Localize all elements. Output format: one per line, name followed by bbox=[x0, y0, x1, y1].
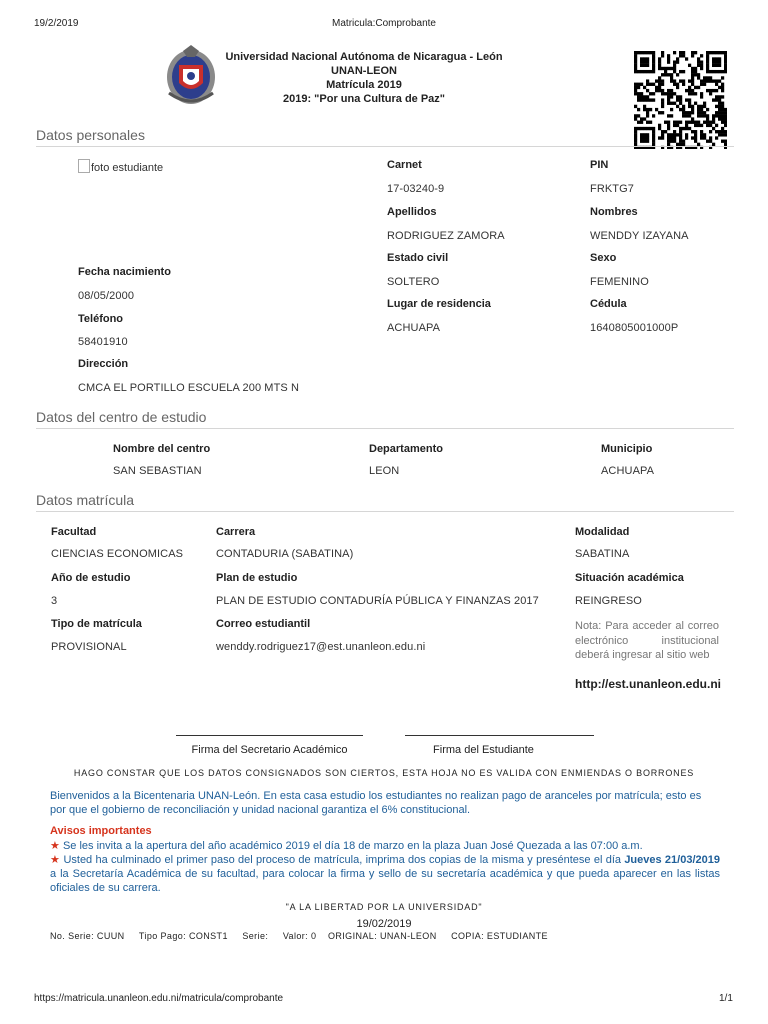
print-url: https://matricula.unanleon.edu.ni/matricula/comprobante bbox=[34, 993, 284, 1004]
university-name: Universidad Nacional Autónoma de Nicaragua - León bbox=[225, 51, 503, 63]
university-acronym: UNAN-LEON bbox=[331, 65, 397, 77]
print-title: Matricula:Comprobante bbox=[332, 18, 436, 29]
email-site-link[interactable]: http://est.unanleon.edu.ni bbox=[575, 677, 721, 691]
student-photo bbox=[78, 159, 163, 174]
residencia-label: Lugar de residencia bbox=[387, 298, 491, 310]
cedula-label: Cédula bbox=[590, 298, 627, 310]
footer-meta bbox=[50, 931, 548, 941]
plan-value: PLAN DE ESTUDIO CONTADURÍA PÚBLICA Y FINANZAS 2017 bbox=[216, 595, 539, 607]
footer-tipo-pago: Tipo Pago: CONST1 bbox=[138, 931, 228, 941]
residencia-value: ACHUAPA bbox=[387, 322, 441, 334]
print-date: 19/2/2019 bbox=[34, 18, 79, 29]
telefono-value: 58401910 bbox=[78, 336, 128, 348]
apellidos-label: Apellidos bbox=[387, 206, 437, 218]
signature-line-secretario bbox=[176, 735, 363, 736]
section-title-personal: Datos personales bbox=[36, 127, 145, 143]
declaration-text: HAGO CONSTAR QUE LOS DATOS CONSIGNADOS SON CIERTOS, ESTA HOJA NO ES VALIDA CON ENMIENDAS O BORRONES bbox=[73, 768, 695, 778]
year-motto: 2019: "Por una Cultura de Paz" bbox=[282, 93, 446, 105]
section-divider bbox=[36, 146, 734, 147]
centro-nombre-value: SAN SEBASTIAN bbox=[113, 465, 202, 477]
estado-civil-label: Estado civil bbox=[387, 252, 449, 264]
plan-label: Plan de estudio bbox=[216, 572, 298, 584]
broken-image-icon bbox=[78, 159, 90, 173]
signature-label-secretario: Firma del Secretario Académico bbox=[191, 744, 348, 756]
sexo-value: FEMENINO bbox=[590, 276, 649, 288]
footer-slogan: "A LA LIBERTAD POR LA UNIVERSIDAD" bbox=[285, 902, 483, 912]
municipio-label: Municipio bbox=[601, 443, 653, 455]
situacion-value: REINGRESO bbox=[575, 595, 642, 607]
footer-serie: No. Serie: CUUN bbox=[50, 931, 125, 941]
tipo-matricula-value: PROVISIONAL bbox=[51, 641, 127, 653]
nombres-value: WENDDY IZAYANA bbox=[590, 230, 689, 242]
anio-label: Año de estudio bbox=[51, 572, 131, 584]
fecha-nacimiento-label: Fecha nacimiento bbox=[78, 266, 171, 278]
anio-value: 3 bbox=[51, 595, 58, 607]
carnet-label: Carnet bbox=[387, 159, 422, 171]
direccion-label: Dirección bbox=[78, 358, 129, 370]
facultad-label: Facultad bbox=[51, 526, 97, 538]
qr-code bbox=[634, 51, 727, 149]
star-icon: ★ bbox=[50, 840, 60, 852]
departamento-value: LEON bbox=[369, 465, 400, 477]
welcome-text: Bienvenidos a la Bicentenaria UNAN-León. En esta casa estudio los estudiantes no realizan pago de aranceles por matrícula; esto es por que el gobierno de reconciliación y unidad nacional garantiza el 6% constitucional. bbox=[50, 790, 702, 816]
section-divider bbox=[36, 511, 734, 512]
municipio-value: ACHUAPA bbox=[601, 465, 655, 477]
star-icon: ★ bbox=[50, 854, 61, 866]
aviso-2-text: Usted ha culminado el primer paso del proceso de matrícula, imprima dos copias de la misma y preséntese el día bbox=[63, 854, 625, 866]
section-title-matricula: Datos matrícula bbox=[36, 492, 135, 508]
aviso-2-date: Jueves 21/03/2019 bbox=[624, 854, 720, 866]
email-note: Nota: Para acceder al correo electrónico institucional deberá ingresar al sitio web bbox=[575, 620, 719, 661]
centro-nombre-label: Nombre del centro bbox=[113, 443, 211, 455]
print-page-number: 1/1 bbox=[719, 993, 733, 1004]
section-title-centro: Datos del centro de estudio bbox=[36, 409, 207, 425]
aviso-1 bbox=[50, 839, 720, 853]
pin-value: FRKTG7 bbox=[590, 183, 634, 195]
footer-serie2: Serie: bbox=[242, 931, 269, 941]
footer-date: 19/02/2019 bbox=[356, 918, 412, 930]
departamento-label: Departamento bbox=[369, 443, 443, 455]
carrera-label: Carrera bbox=[216, 526, 256, 538]
correo-label: Correo estudiantil bbox=[216, 618, 311, 630]
aviso-2-text-end: a la Secretaría Académica de su facultad, para colocar la firma y sello de su secretaría académica y que pueda aparecer en las listas oficiales de su carrera. bbox=[50, 868, 720, 894]
situacion-label: Situación académica bbox=[575, 572, 684, 584]
signature-label-estudiante: Firma del Estudiante bbox=[433, 744, 534, 756]
pin-label: PIN bbox=[590, 159, 609, 171]
apellidos-value: RODRIGUEZ ZAMORA bbox=[387, 230, 505, 242]
footer-valor: Valor: 0 bbox=[282, 931, 317, 941]
correo-value: wenddy.rodriguez17@est.unanleon.edu.ni bbox=[216, 641, 426, 653]
tipo-matricula-label: Tipo de matrícula bbox=[51, 618, 142, 630]
photo-alt-text: foto estudiante bbox=[91, 162, 164, 174]
footer-original: ORIGINAL: UNAN-LEON bbox=[327, 931, 437, 941]
facultad-value: CIENCIAS ECONOMICAS bbox=[51, 548, 184, 560]
enrollment-year: Matrícula 2019 bbox=[326, 79, 402, 91]
footer-copia: COPIA: ESTUDIANTE bbox=[451, 931, 548, 941]
cedula-value: 1640805001000P bbox=[590, 322, 679, 334]
sexo-label: Sexo bbox=[590, 252, 617, 264]
aviso-2 bbox=[50, 853, 720, 895]
avisos-title: Avisos importantes bbox=[50, 825, 152, 837]
carnet-value: 17-03240-9 bbox=[387, 183, 445, 195]
fecha-nacimiento-value: 08/05/2000 bbox=[78, 290, 135, 302]
nombres-label: Nombres bbox=[590, 206, 638, 218]
telefono-label: Teléfono bbox=[78, 313, 124, 325]
estado-civil-value: SOLTERO bbox=[387, 276, 440, 288]
signature-line-estudiante bbox=[405, 735, 594, 736]
modalidad-value: SABATINA bbox=[575, 548, 630, 560]
modalidad-label: Modalidad bbox=[575, 526, 630, 538]
section-divider bbox=[36, 428, 734, 429]
aviso-1-text: Se les invita a la apertura del año académico 2019 el día 18 de marzo en la plaza Juan José Quezada a las 07:00 a.m. bbox=[62, 840, 643, 852]
direccion-value: CMCA EL PORTILLO ESCUELA 200 MTS N bbox=[78, 382, 300, 394]
carrera-value: CONTADURIA (SABATINA) bbox=[216, 548, 354, 560]
